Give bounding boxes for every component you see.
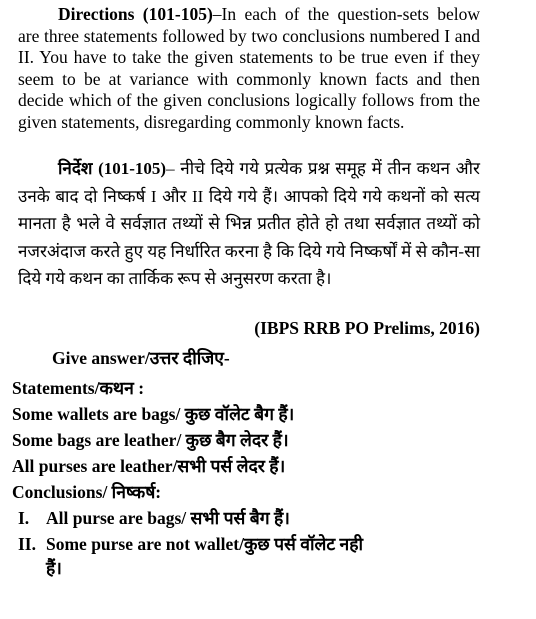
statement-3: All purses are leather/सभी पर्स लेदर हैं। (12, 456, 286, 476)
nirdesh-label: निर्देश (101-105) (58, 159, 167, 178)
directions-label: Directions (101-105) (58, 4, 213, 24)
conclusion-2 (18, 532, 363, 556)
statement-2: Some bags are leather/ कुछ बैग लेदर हैं। (12, 430, 289, 450)
exam-source: (IBPS RRB PO Prelims, 2016) (254, 318, 480, 338)
conclusion-1-number: I. (18, 508, 30, 528)
conclusion-1 (18, 506, 290, 530)
conclusion-1-text: All purse are bags/ सभी पर्स बैग हैं। (46, 508, 290, 528)
conclusion-2-text: Some purse are not wallet/कुछ पर्स वॉलेट नही (46, 534, 364, 554)
conclusion-2-continuation: हैं। (46, 558, 62, 578)
give-answer-label: Give answer/उत्तर दीजिए- (52, 348, 230, 368)
nirdesh-text: – नीचे दिये गये प्रत्येक प्रश्न समूह में तीन कथन और उनके बाद दो निष्कर्ष I और II दिये गये हैं। आपको दिये गये कथनों को सत्य मानता है भले वे सर्वज्ञात तथ्यों से भिन्न प्रतीत होते हो तथा सर्वज्ञात तथ्यों को नजरअंदाज करते हुए यह निर्धारित करना है कि दिये गये निष्कर्षों में से कौन-सा दिये गये कथन का तार्किक रूप से अनुसरण करता है। (18, 159, 480, 288)
conclusion-2-number: II. (18, 534, 36, 554)
directions-paragraph (18, 4, 480, 134)
statement-1: Some wallets are bags/ कुछ वॉलेट बैग हैं। (12, 404, 295, 424)
conclusions-heading: Conclusions/ निष्कर्ष: (12, 482, 162, 502)
nirdesh-paragraph (18, 155, 480, 293)
directions-text: –In each of the question-sets below are three statements followed by two conclusions numbered I and II. You have to take the given statements to be true even if they seem to be at variance with commonly known facts and then decide which of the given conclusions logically follows from the given statements, disregarding commonly known facts. (18, 4, 480, 132)
statements-heading: Statements/कथन : (12, 378, 145, 398)
